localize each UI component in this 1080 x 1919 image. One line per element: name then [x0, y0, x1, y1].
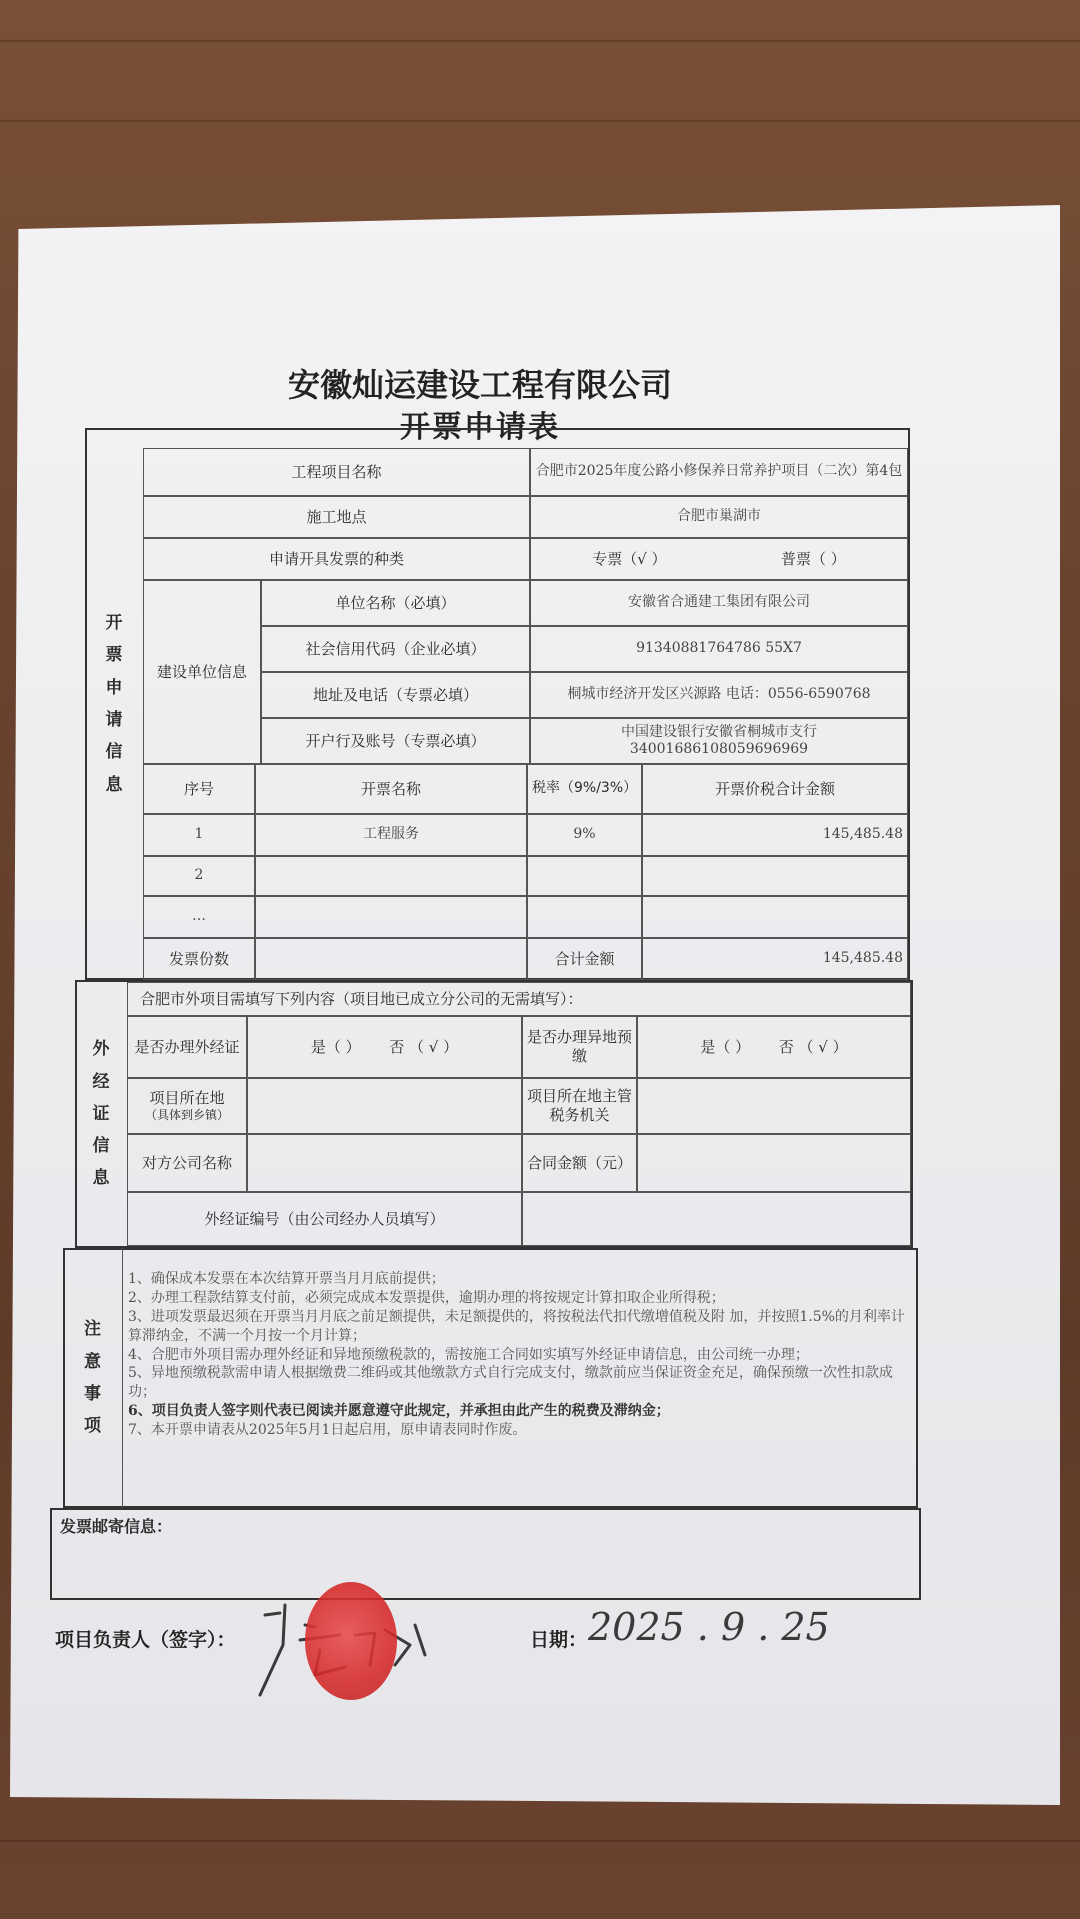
address-value: 桐城市经济开发区兴源路 电话：0556-6590768: [530, 672, 908, 718]
table-row-1-seq: 1: [143, 814, 255, 856]
need-cert-value: 是（ ） 否 （ √ ）: [247, 1016, 522, 1078]
invoice-type-options: [530, 538, 908, 580]
note-item: 5、异地预缴税款需申请人根据缴费二维码或其他缴款方式自行完成支付，缴款前应当保证资金充足，确保预缴一次性扣款成功；: [128, 1365, 893, 1401]
col-amount-header: 开票价税合计金额: [642, 764, 908, 814]
note-item: 4、合肥市外项目需办理外经证和异地预缴税款的，需按施工合同如实填写外经证申请信息，由公司统一办理；: [128, 1346, 809, 1363]
handwritten-date: 2025 . 9 . 25: [588, 1605, 830, 1649]
col-rate-header: 税率（9%/3%）: [527, 764, 642, 814]
table-row-2-name: [255, 856, 527, 896]
notes-section-side-label: 注 意 事 项: [63, 1248, 123, 1508]
cert-no-value: [522, 1192, 911, 1246]
builder-info-label: 建设单位信息: [143, 580, 261, 764]
table-row-1-name: 工程服务: [255, 814, 527, 856]
notes-list: [128, 1270, 910, 1440]
bank-value: 中国建设银行安徽省桐城市支行 34001686108059696969: [530, 718, 908, 764]
date-label: 日期：: [530, 1629, 588, 1651]
invoice-section-side-label: 开 票 申 请 信 息: [105, 613, 123, 795]
table-row-1-rate: 9%: [527, 814, 642, 856]
table-row-3-rate: [527, 896, 642, 938]
credit-code-label: 社会信用代码（企业必填）: [261, 626, 530, 672]
copies-value: [255, 938, 527, 980]
invoice-type-label: 申请开具发票的种类: [143, 538, 530, 580]
contract-amount-value: [637, 1134, 911, 1192]
site-value: 合肥市巢湖市: [530, 496, 908, 538]
counterparty-value: [247, 1134, 522, 1192]
red-seal-stamp: [305, 1582, 397, 1700]
table-row-3-amount: [642, 896, 908, 938]
col-seq-header: 序号: [143, 764, 255, 814]
company-name: 安徽灿运建设工程有限公司: [287, 366, 672, 404]
cert-no-label: 外经证编号（由公司经办人员填写）: [127, 1192, 522, 1246]
unit-name-label: 单位名称（必填）: [261, 580, 530, 626]
external-section-side-label: 外 经 证 信 息: [92, 1039, 110, 1189]
tax-authority-value: [637, 1078, 911, 1134]
table-row-3-seq: …: [143, 896, 255, 938]
col-name-header: 开票名称: [255, 764, 527, 814]
unit-name-value: 安徽省合通建工集团有限公司: [530, 580, 908, 626]
project-name-label: 工程项目名称: [143, 448, 530, 496]
site-label: 施工地点: [143, 496, 530, 538]
table-row-3-name: [255, 896, 527, 938]
special-invoice-option: 专票（√ ）: [592, 549, 667, 568]
normal-invoice-option: 普票（ ）: [780, 549, 846, 568]
address-label: 地址及电话（专票必填）: [261, 672, 530, 718]
table-row-2-seq: 2: [143, 856, 255, 896]
total-value: 145,485.48: [642, 938, 908, 980]
external-intro: 合肥市外项目需填写下列内容（项目地已成立分公司的无需填写）：: [127, 982, 911, 1016]
table-row-2-rate: [527, 856, 642, 896]
project-name-value: 合肥市2025年度公路小修保养日常养护项目（二次）第4包: [530, 448, 908, 496]
copies-label: 发票份数: [143, 938, 255, 980]
note-item: 6、项目负责人签字则代表已阅读并愿意遵守此规定，并承担由此产生的税费及滞纳金；: [128, 1403, 670, 1420]
note-item: 3、进项发票最迟须在开票当月月底之前足额提供，未足额提供的，将按税法代扣代缴增值税及附 加，并按照1.5%的月利率计算滞纳金，不满一个月按一个月计算；: [128, 1308, 905, 1344]
credit-code-value: 91340881764786 55X7: [530, 626, 908, 672]
need-cert-label: 是否办理外经证: [127, 1016, 247, 1078]
table-row-1-amount: 145,485.48: [642, 814, 908, 856]
prepay-label: 是否办理异地预缴: [522, 1016, 637, 1078]
form-title: 开票申请表: [400, 410, 560, 445]
location-value: [247, 1078, 522, 1134]
note-item: 7、本开票申请表从2025年5月1日起启用，原申请表同时作废。: [128, 1422, 527, 1439]
total-label: 合计金额: [527, 938, 642, 980]
manager-signature-label: 项目负责人（签字）：: [55, 1629, 236, 1651]
location-label: 项目所在地 （具体到乡镇）: [127, 1078, 247, 1134]
contract-amount-label: 合同金额（元）: [522, 1134, 637, 1192]
note-item: 1、确保成本发票在本次结算开票当月月底前提供；: [128, 1271, 445, 1287]
prepay-value: 是（ ） 否 （ √ ）: [637, 1016, 911, 1078]
counterparty-label: 对方公司名称: [127, 1134, 247, 1192]
tax-authority-label: 项目所在地主管税务机关: [522, 1078, 637, 1134]
note-item: 2、办理工程款结算支付前，必须完成成本发票提供，逾期办理的将按规定计算扣取企业所得税；: [128, 1289, 725, 1306]
table-row-2-amount: [642, 856, 908, 896]
mailing-section: [50, 1508, 921, 1600]
bank-label: 开户行及账号（专票必填）: [261, 718, 530, 764]
mailing-label: 发票邮寄信息：: [60, 1517, 173, 1536]
